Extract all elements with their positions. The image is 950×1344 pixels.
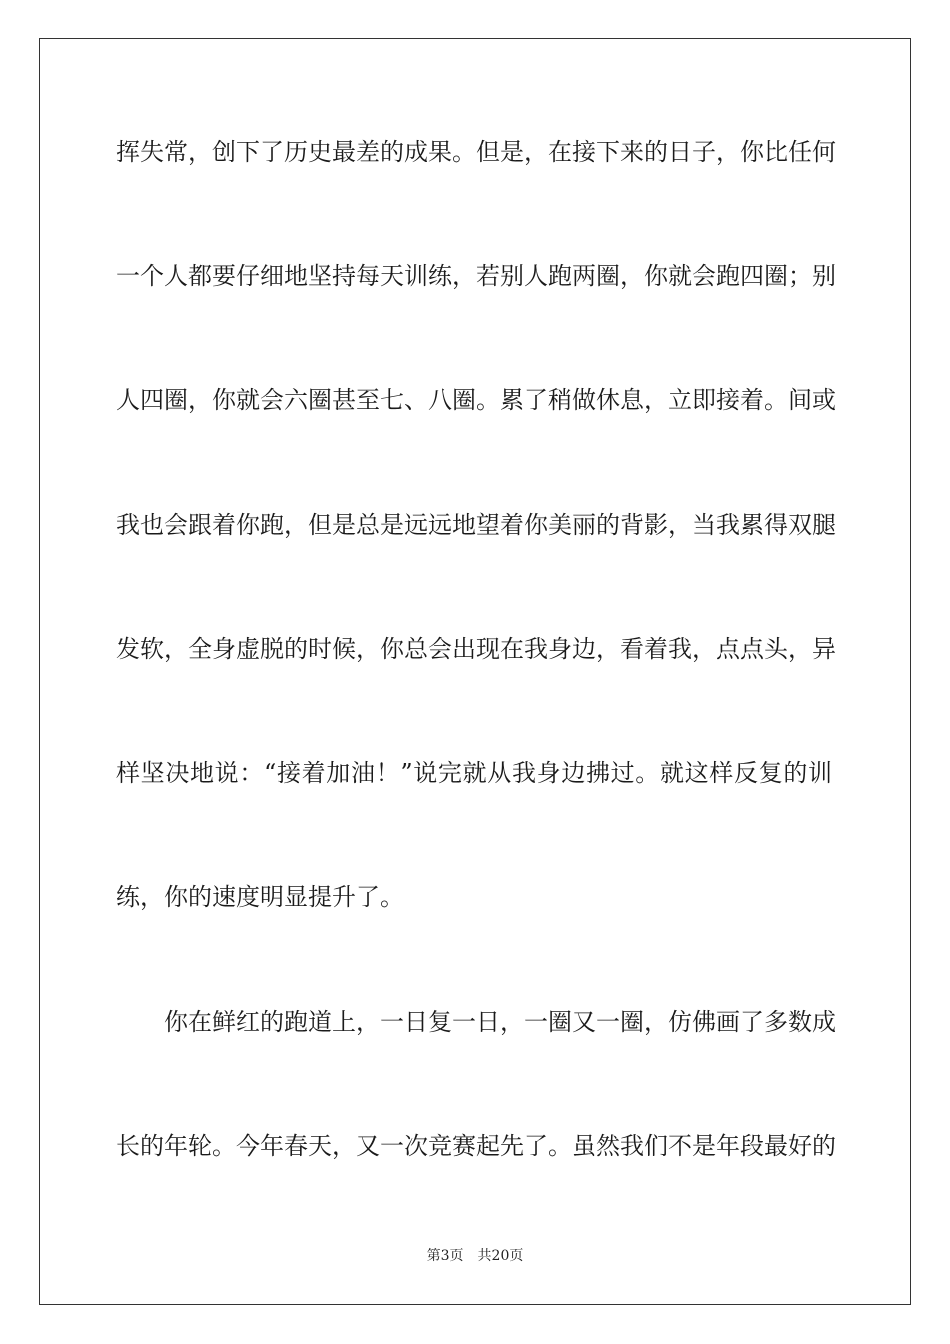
page-total: 共20页 bbox=[477, 1248, 524, 1264]
body-line-1: 挥失常，创下了历史最差的成果。但是，在接下来的日子，你比任何 bbox=[116, 138, 836, 166]
body-line-9: 长的年轮。今年春天，又一次竞赛起先了。虽然我们不是年段最好的 bbox=[116, 1132, 836, 1160]
body-line-3: 人四圈，你就会六圈甚至七、八圈。累了稍做休息，立即接着。间或 bbox=[116, 386, 836, 414]
body-line-4: 我也会跟着你跑，但是总是远远地望着你美丽的背影，当我累得双腿 bbox=[116, 511, 836, 539]
body-line-2: 一个人都要仔细地坚持每天训练，若别人跑两圈，你就会跑四圈；别 bbox=[116, 262, 836, 290]
page-footer bbox=[0, 1247, 950, 1265]
body-line-6: 样坚决地说：“接着加油！”说完就从我身边拂过。就这样反复的训 bbox=[116, 759, 832, 787]
paragraph-start-line: 你在鲜红的跑道上，一日复一日，一圈又一圈，仿佛画了多数成 bbox=[164, 1008, 836, 1036]
body-line-7: 练，你的速度明显提升了。 bbox=[116, 883, 404, 911]
body-line-5: 发软，全身虚脱的时候，你总会出现在我身边，看着我，点点头，异 bbox=[116, 635, 836, 663]
page-border bbox=[39, 38, 911, 1305]
page-number: 第3页 bbox=[426, 1248, 464, 1264]
